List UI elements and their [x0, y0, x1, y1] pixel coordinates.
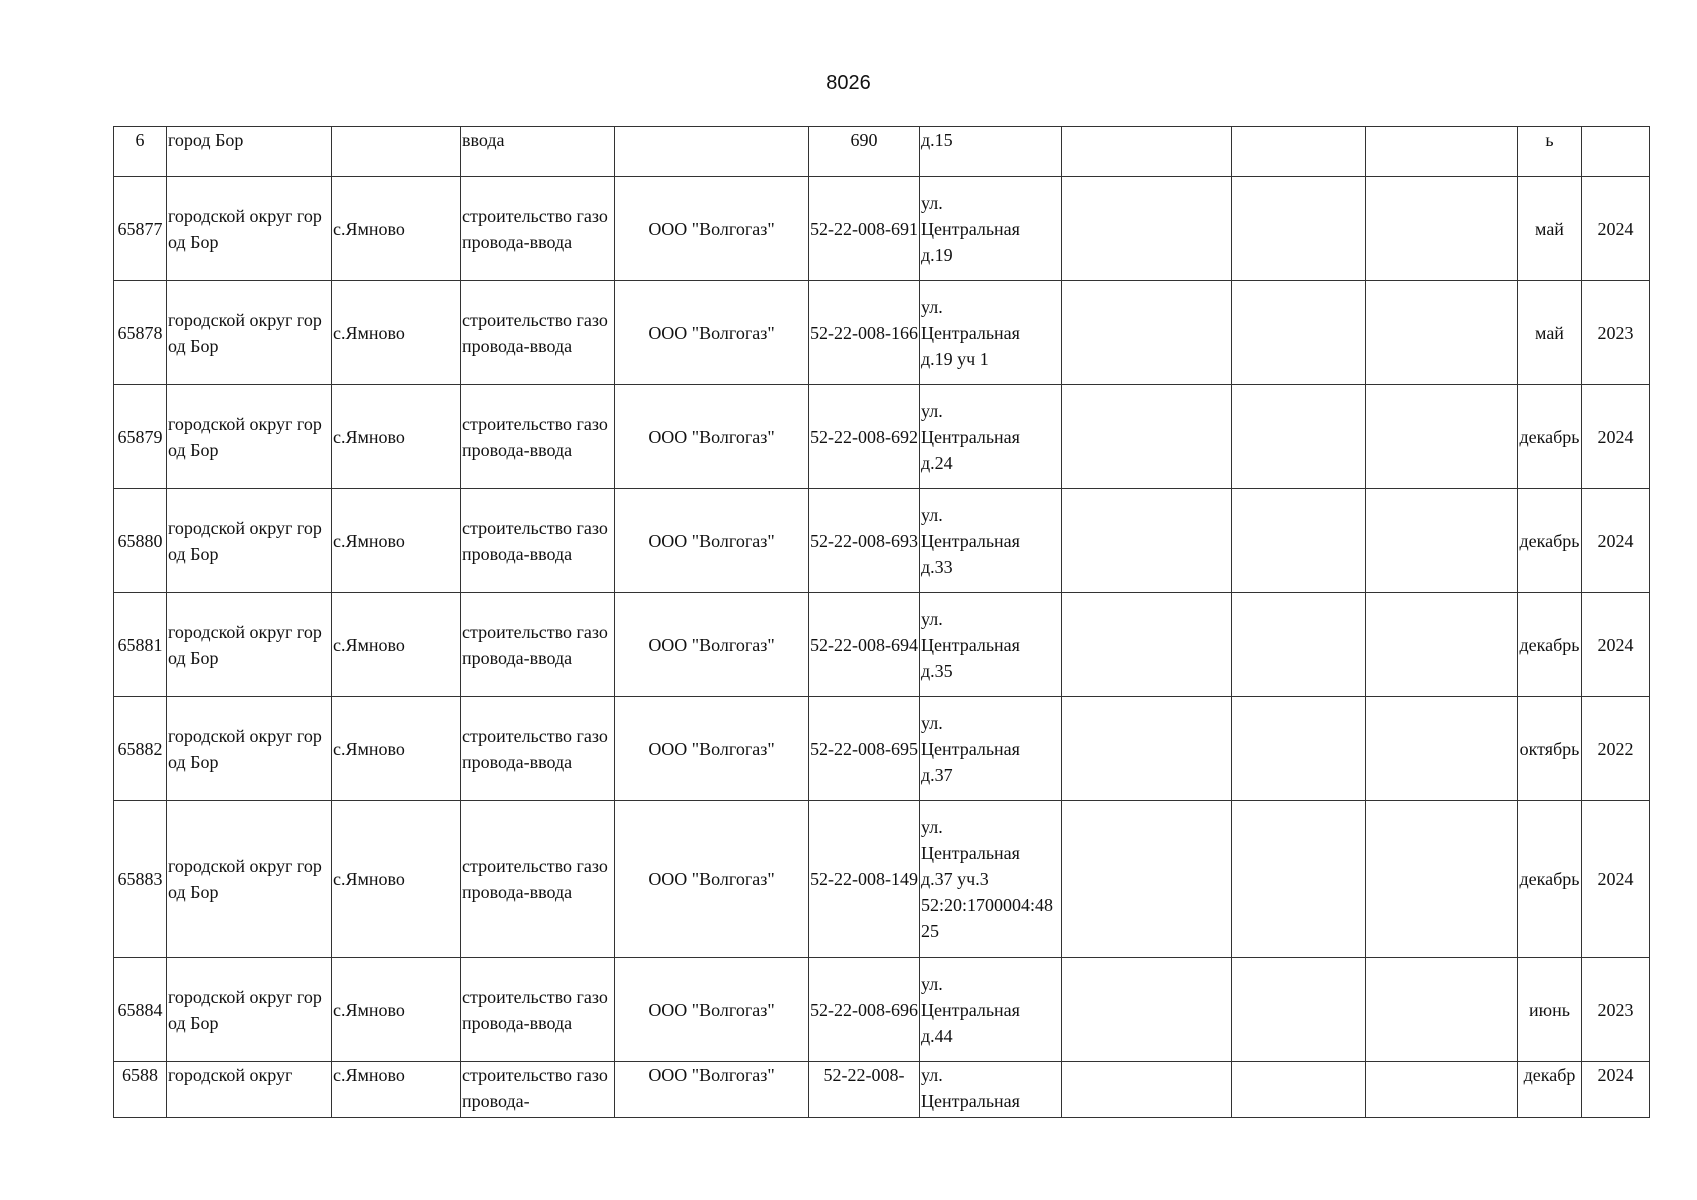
cell-month-text: октябрь: [1519, 738, 1580, 759]
cell-year: [1582, 281, 1650, 385]
cell-locality-text: с.Ямново: [333, 738, 405, 759]
address-line: д.37: [921, 764, 953, 785]
cell-organization: [615, 127, 809, 177]
cell-locality: [332, 1062, 461, 1118]
address-line: Центральная: [921, 530, 1020, 551]
cell-empty: [1232, 1062, 1366, 1118]
cell-locality-text: с.Ямново: [333, 634, 405, 655]
cell-work-type-text: строительство газопровода-ввода: [462, 517, 608, 564]
address-line: Центральная: [921, 843, 1020, 863]
cell-empty: [1062, 697, 1232, 801]
cell-organization-text: ООО "Волгогаз": [648, 426, 775, 447]
cell-code-text: 52-22-008-166: [810, 322, 918, 343]
cell-number: [114, 593, 167, 697]
cell-work-type: [461, 281, 615, 385]
table-row: [114, 281, 1650, 385]
cell-month: [1518, 281, 1582, 385]
cell-district: [167, 801, 332, 958]
cell-address: [920, 958, 1062, 1062]
cell-code-text: 52-22-008-695: [810, 738, 918, 759]
cell-work-type: [461, 489, 615, 593]
cell-work-type: [461, 385, 615, 489]
cell-district-text: городской округ город Бор: [168, 621, 322, 668]
cell-empty: [1366, 801, 1518, 958]
cell-organization-text: ООО "Волгогаз": [648, 738, 775, 759]
cell-organization-text: ООО "Волгогаз": [648, 634, 775, 655]
cell-number: [114, 1062, 167, 1118]
cell-month-text: декабрь: [1519, 530, 1580, 551]
cell-district: [167, 281, 332, 385]
cell-month: [1518, 1062, 1582, 1118]
cell-locality: [332, 127, 461, 177]
cell-empty: [1062, 177, 1232, 281]
address-line: д.44: [921, 1025, 953, 1046]
address-line: Центральная: [921, 634, 1020, 655]
cell-month: [1518, 127, 1582, 177]
cell-work-type: [461, 801, 615, 958]
cell-organization: [615, 177, 809, 281]
cell-year-text: 2024: [1597, 426, 1634, 447]
cell-number: [114, 127, 167, 177]
cell-address: [920, 489, 1062, 593]
table-row: [114, 177, 1650, 281]
cell-empty: [1366, 127, 1518, 177]
cell-code: [809, 177, 920, 281]
cell-district-text: городской округ город Бор: [168, 986, 322, 1033]
address-line: д.37 уч.3: [921, 869, 989, 889]
cell-year-text: 2024: [1597, 218, 1634, 239]
cell-work-type-text: строительство газопровода-ввода: [462, 205, 608, 252]
cell-empty: [1232, 177, 1366, 281]
cell-empty: [1062, 281, 1232, 385]
cell-organization: [615, 1062, 809, 1118]
cell-empty: [1232, 801, 1366, 958]
table-row: [114, 385, 1650, 489]
cell-empty: [1366, 593, 1518, 697]
cell-number: [114, 958, 167, 1062]
cell-code-text: 52-22-008-691: [810, 218, 918, 239]
cell-code-text: 52-22-008-693: [810, 530, 918, 551]
table-row: [114, 127, 1650, 177]
cell-year: [1582, 177, 1650, 281]
cell-empty: [1366, 385, 1518, 489]
cell-number-text: 65883: [117, 869, 163, 889]
cell-number-text: 65881: [117, 634, 163, 655]
cell-locality: [332, 801, 461, 958]
cell-work-type-text: строительство газопровода-: [462, 1065, 608, 1111]
cell-number: [114, 177, 167, 281]
cell-empty: [1232, 489, 1366, 593]
cell-organization-text: ООО "Волгогаз": [648, 1065, 775, 1085]
cell-organization-text: ООО "Волгогаз": [648, 322, 775, 343]
cell-year: [1582, 489, 1650, 593]
cell-year: [1582, 801, 1650, 958]
cell-district: [167, 385, 332, 489]
cell-district: [167, 489, 332, 593]
cell-work-type-text: строительство газопровода-ввода: [462, 309, 608, 356]
cell-code-text: 52-22-008-694: [810, 634, 918, 655]
cell-year: [1582, 593, 1650, 697]
address-line: Центральная: [921, 999, 1020, 1020]
cell-district-text: городской округ город Бор: [168, 205, 322, 252]
cell-month-text: июнь: [1529, 999, 1570, 1020]
registry-body: [114, 127, 1650, 1118]
cell-organization-text: ООО "Волгогаз": [648, 218, 775, 239]
cell-month: [1518, 177, 1582, 281]
cell-work-type: [461, 1062, 615, 1118]
cell-empty: [1062, 489, 1232, 593]
cell-code: [809, 385, 920, 489]
cell-empty: [1062, 593, 1232, 697]
cell-empty: [1232, 593, 1366, 697]
cell-district-text: городской округ город Бор: [168, 856, 322, 902]
cell-locality: [332, 385, 461, 489]
cell-work-type-text: строительство газопровода-ввода: [462, 856, 608, 902]
cell-organization: [615, 385, 809, 489]
cell-year: [1582, 127, 1650, 177]
cell-work-type: [461, 697, 615, 801]
address-line: ул.: [921, 608, 943, 629]
cell-empty: [1232, 958, 1366, 1062]
cell-number: [114, 281, 167, 385]
cell-locality-text: с.Ямново: [333, 869, 405, 889]
cell-month-text: декабрь: [1519, 426, 1580, 447]
cell-locality-text: с.Ямново: [333, 1065, 405, 1085]
cell-work-type: [461, 593, 615, 697]
cell-empty: [1366, 177, 1518, 281]
address-line: Центральная: [921, 218, 1020, 239]
cell-month-text: декабр: [1523, 1065, 1576, 1085]
cell-district: [167, 127, 332, 177]
cell-organization: [615, 593, 809, 697]
cell-month-text: ь: [1545, 130, 1554, 150]
cell-empty: [1062, 1062, 1232, 1118]
cell-number-text: 65877: [117, 218, 163, 239]
cell-code: [809, 593, 920, 697]
cell-month: [1518, 385, 1582, 489]
cell-code: [809, 801, 920, 958]
cell-year-text: 2023: [1597, 322, 1634, 343]
address-line: 52:20:1700004:4825: [921, 895, 1054, 941]
cell-empty: [1232, 697, 1366, 801]
cell-code: [809, 489, 920, 593]
cell-month: [1518, 697, 1582, 801]
cell-locality-text: с.Ямново: [333, 530, 405, 551]
cell-work-type-text: строительство газопровода-ввода: [462, 986, 608, 1033]
cell-district: [167, 697, 332, 801]
cell-number-text: 65880: [117, 530, 163, 551]
cell-locality: [332, 697, 461, 801]
cell-number-text: 65882: [117, 738, 163, 759]
cell-number: [114, 801, 167, 958]
address-line: д.19: [921, 244, 953, 265]
page-number: 8026: [826, 72, 871, 94]
cell-code: [809, 127, 920, 177]
address-line: ул.: [921, 400, 943, 421]
cell-empty: [1232, 385, 1366, 489]
cell-empty: [1366, 958, 1518, 1062]
table-row: [114, 593, 1650, 697]
cell-district-text: город Бор: [168, 130, 244, 150]
cell-number: [114, 489, 167, 593]
cell-month-text: май: [1535, 218, 1564, 239]
address-line: ул.: [921, 712, 943, 733]
cell-organization-text: ООО "Волгогаз": [648, 530, 775, 551]
cell-year-text: 2024: [1597, 1065, 1634, 1085]
cell-year-text: 2024: [1597, 869, 1634, 889]
address-line: ул.: [921, 504, 943, 525]
cell-month-text: декабрь: [1519, 869, 1580, 889]
cell-number: [114, 697, 167, 801]
cell-code-text: 52-22-008-692: [810, 426, 918, 447]
cell-locality: [332, 958, 461, 1062]
cell-locality-text: с.Ямново: [333, 218, 405, 239]
cell-address: [920, 593, 1062, 697]
cell-year-text: 2023: [1597, 999, 1634, 1020]
cell-district: [167, 1062, 332, 1118]
cell-year-text: 2022: [1597, 738, 1634, 759]
table-row: [114, 958, 1650, 1062]
cell-code: [809, 1062, 920, 1118]
cell-work-type: [461, 958, 615, 1062]
cell-empty: [1366, 489, 1518, 593]
address-line: ул.: [921, 192, 943, 213]
cell-locality: [332, 281, 461, 385]
address-line: д.19 уч 1: [921, 348, 989, 369]
cell-work-type-text: ввода: [462, 130, 505, 150]
cell-district-text: городской округ город Бор: [168, 725, 322, 772]
address-line: Центральная: [921, 426, 1020, 447]
cell-district: [167, 958, 332, 1062]
cell-organization-text: ООО "Волгогаз": [648, 869, 775, 889]
address-line: ул.: [921, 973, 943, 994]
cell-empty: [1062, 385, 1232, 489]
address-line: Центральная: [921, 322, 1020, 343]
cell-empty: [1366, 1062, 1518, 1118]
cell-number-text: 65884: [117, 999, 163, 1020]
cell-number-text: 65879: [117, 426, 163, 447]
address-line: ул.: [921, 296, 943, 317]
table-row: [114, 1062, 1650, 1118]
cell-year-text: 2024: [1597, 530, 1634, 551]
cell-year: [1582, 958, 1650, 1062]
cell-code-text: 52-22-008-: [823, 1065, 905, 1085]
cell-month-text: декабрь: [1519, 634, 1580, 655]
cell-organization: [615, 801, 809, 958]
cell-code: [809, 958, 920, 1062]
table-row: [114, 489, 1650, 593]
cell-month-text: май: [1535, 322, 1564, 343]
cell-work-type-text: строительство газопровода-ввода: [462, 725, 608, 772]
cell-month: [1518, 958, 1582, 1062]
cell-address: [920, 177, 1062, 281]
cell-empty: [1366, 697, 1518, 801]
cell-code-text: 690: [850, 130, 878, 150]
address-line: Центральная: [921, 1091, 1020, 1111]
cell-locality-text: с.Ямново: [333, 426, 405, 447]
cell-work-type-text: строительство газопровода-ввода: [462, 621, 608, 668]
cell-month: [1518, 801, 1582, 958]
cell-number: [114, 385, 167, 489]
cell-district: [167, 177, 332, 281]
address-line: ул.: [921, 817, 943, 837]
cell-organization: [615, 489, 809, 593]
cell-year: [1582, 697, 1650, 801]
cell-number-text: 6: [135, 130, 145, 150]
cell-month: [1518, 489, 1582, 593]
table-row: [114, 801, 1650, 958]
cell-locality-text: с.Ямново: [333, 999, 405, 1020]
cell-number-text: 6588: [122, 1065, 158, 1085]
cell-district-text: городской округ: [168, 1065, 293, 1085]
cell-organization: [615, 958, 809, 1062]
cell-address: [920, 1062, 1062, 1118]
address-line: д.33: [921, 556, 953, 577]
cell-district-text: городской округ город Бор: [168, 517, 322, 564]
cell-empty: [1062, 127, 1232, 177]
cell-empty: [1232, 127, 1366, 177]
cell-organization-text: ООО "Волгогаз": [648, 999, 775, 1020]
cell-district-text: городской округ город Бор: [168, 413, 322, 460]
cell-code-text: 52-22-008-696: [810, 999, 918, 1020]
cell-code-text: 52-22-008-149: [810, 869, 918, 889]
cell-empty: [1062, 801, 1232, 958]
cell-locality: [332, 177, 461, 281]
address-line: Центральная: [921, 738, 1020, 759]
address-line: д.15: [921, 130, 953, 150]
cell-year-text: 2024: [1597, 634, 1634, 655]
cell-address: [920, 281, 1062, 385]
cell-work-type-text: строительство газопровода-ввода: [462, 413, 608, 460]
cell-organization: [615, 697, 809, 801]
cell-locality: [332, 489, 461, 593]
cell-address: [920, 385, 1062, 489]
cell-address: [920, 801, 1062, 958]
cell-organization: [615, 281, 809, 385]
cell-empty: [1366, 281, 1518, 385]
cell-year: [1582, 1062, 1650, 1118]
cell-locality-text: с.Ямново: [333, 322, 405, 343]
cell-locality: [332, 593, 461, 697]
cell-empty: [1232, 281, 1366, 385]
table-row: [114, 697, 1650, 801]
address-line: д.24: [921, 452, 953, 473]
cell-number-text: 65878: [117, 322, 163, 343]
cell-work-type: [461, 177, 615, 281]
cell-district: [167, 593, 332, 697]
cell-work-type: [461, 127, 615, 177]
cell-year: [1582, 385, 1650, 489]
cell-month: [1518, 593, 1582, 697]
cell-district-text: городской округ город Бор: [168, 309, 322, 356]
registry-table: [113, 126, 1650, 1118]
cell-address: [920, 127, 1062, 177]
address-line: ул.: [921, 1065, 943, 1085]
cell-code: [809, 697, 920, 801]
address-line: д.35: [921, 660, 953, 681]
cell-address: [920, 697, 1062, 801]
cell-empty: [1062, 958, 1232, 1062]
cell-code: [809, 281, 920, 385]
